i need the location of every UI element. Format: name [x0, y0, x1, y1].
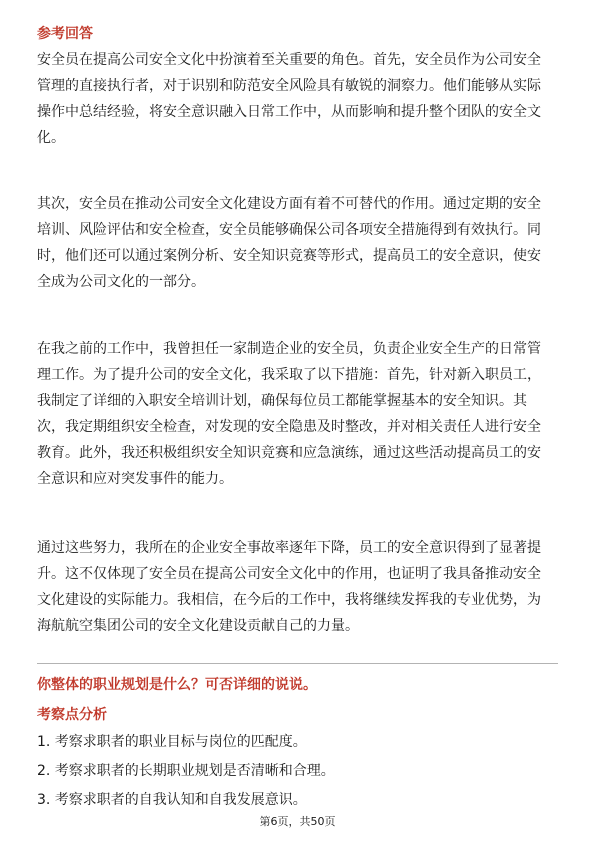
- answer-paragraph-2: [37, 191, 558, 295]
- section-divider: [37, 663, 558, 664]
- answer-paragraph-1: [37, 47, 558, 151]
- analysis-item: 2. 考察求职者的长期职业规划是否清晰和合理。: [37, 763, 335, 779]
- analysis-item: 3. 考察求职者的自我认知和自我发展意识。: [37, 792, 307, 808]
- paragraph-line: 培训、风险评估和安全检查，安全员能够确保公司各项安全措施得到有效执行。同: [37, 222, 541, 238]
- analysis-heading: 考察点分析: [37, 707, 107, 723]
- paragraph-line: 全成为公司文化的一部分。: [37, 274, 205, 290]
- paragraph-line: 时，他们还可以通过案例分析、安全知识竞赛等形式，提高员工的安全意识，使安: [37, 248, 541, 264]
- paragraph-line: 理工作。为了提升公司的安全文化，我采取了以下措施：首先，针对新入职员工，: [37, 367, 541, 383]
- paragraph-line: 其次，安全员在推动公司安全文化建设方面有着不可替代的作用。通过定期的安全: [37, 196, 541, 212]
- paragraph-line: 通过这些努力，我所在的企业安全事故率逐年下降，员工的安全意识得到了显著提: [37, 540, 541, 556]
- analysis-item: 1. 考察求职者的职业目标与岗位的匹配度。: [37, 734, 307, 750]
- paragraph-line: 文化建设的实际能力。我相信，在今后的工作中，我将继续发挥我的专业优势，为: [37, 592, 541, 608]
- answer-heading: 参考回答: [37, 26, 93, 42]
- paragraph-line: 安全员在提高公司安全文化中扮演着至关重要的角色。首先，安全员作为公司安全: [37, 52, 541, 68]
- next-question-title: 你整体的职业规划是什么？可否详细的说说。: [37, 677, 317, 693]
- answer-paragraph-3: [37, 336, 558, 492]
- paragraph-line: 次，我定期组织安全检查，对发现的安全隐患及时整改，并对相关责任人进行安全: [37, 419, 541, 435]
- paragraph-line: 在我之前的工作中，我曾担任一家制造企业的安全员，负责企业安全生产的日常管: [37, 341, 541, 357]
- paragraph-line: 升。这不仅体现了安全员在提高公司安全文化中的作用，也证明了我具备推动安全: [37, 566, 541, 582]
- paragraph-line: 教育。此外，我还积极组织安全知识竞赛和应急演练，通过这些活动提高员工的安: [37, 445, 541, 461]
- paragraph-line: 我制定了详细的入职安全培训计划，确保每位员工都能掌握基本的安全知识。其: [37, 393, 527, 409]
- paragraph-line: 操作中总结经验，将安全意识融入日常工作中，从而影响和提升整个团队的安全文: [37, 104, 541, 120]
- paragraph-line: 全意识和应对突发事件的能力。: [37, 471, 233, 487]
- paragraph-line: 管理的直接执行者，对于识别和防范安全风险具有敏锐的洞察力。他们能够从实际: [37, 78, 541, 94]
- paragraph-line: 化。: [37, 130, 65, 146]
- paragraph-line: 海航航空集团公司的安全文化建设贡献自己的力量。: [37, 618, 359, 634]
- answer-paragraph-4: [37, 535, 558, 639]
- page-number: 第6页，共50页: [259, 815, 336, 828]
